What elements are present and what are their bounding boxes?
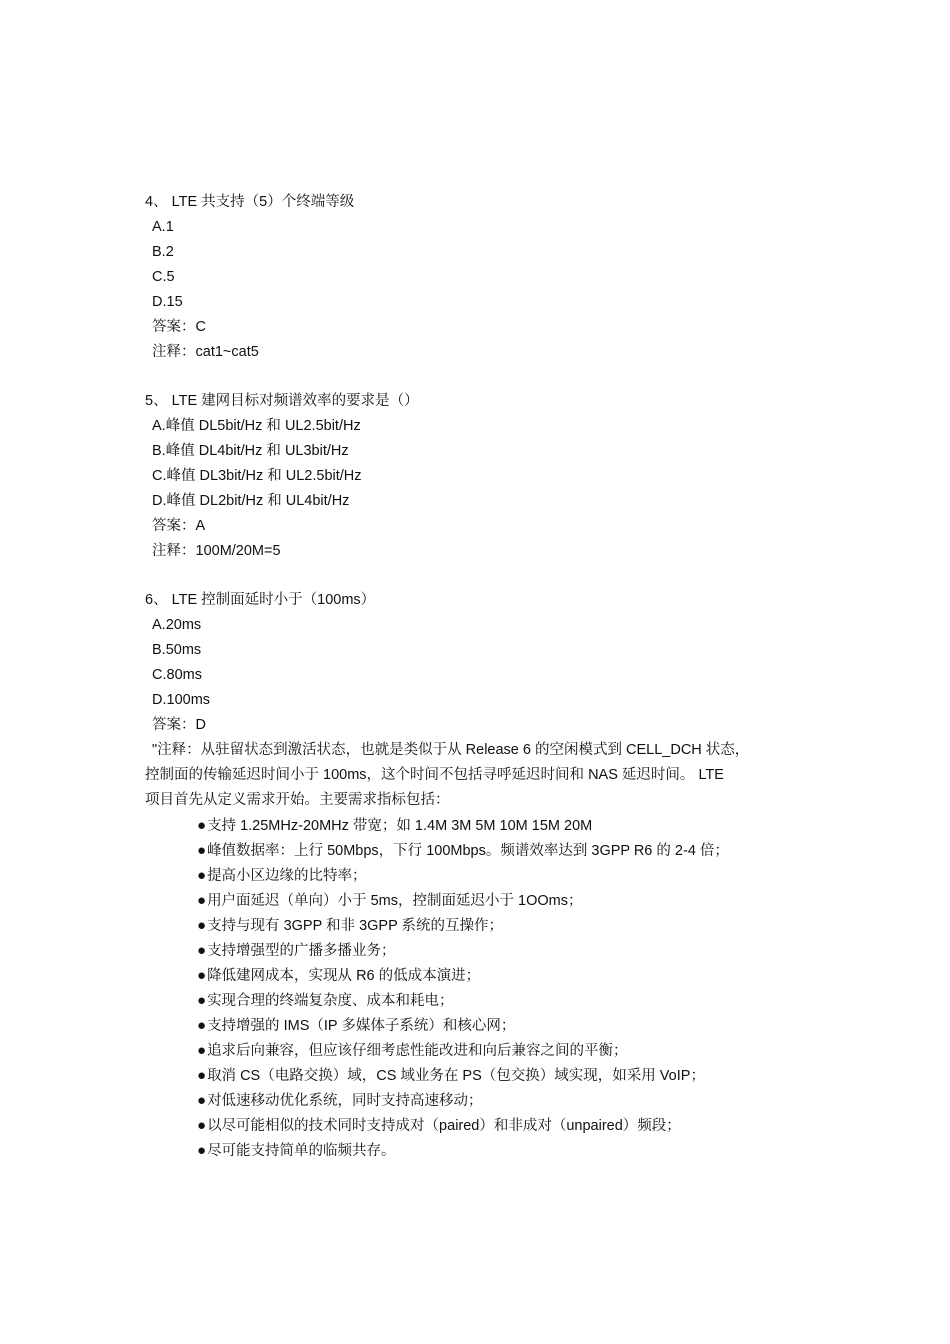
answer: 答案：C — [152, 319, 206, 335]
option-d: D.峰值 DL2bit/Hz 和 UL4bit/Hz — [152, 493, 350, 509]
note-line-3: 项目首先从定义需求开始。主要需求指标包括： — [145, 792, 450, 808]
option-b: B.50ms — [152, 642, 202, 658]
bullet-icon: ● — [197, 1092, 207, 1109]
bullet-icon: ● — [197, 1142, 207, 1159]
question-5 — [145, 389, 810, 564]
option-a: A.1 — [152, 219, 174, 235]
option-b: B.2 — [152, 244, 174, 260]
answer: 答案：D — [152, 717, 206, 733]
note-line-2: 控制面的传输延迟时间小于 100ms，这个时间不包括寻呼延迟时间和 NAS 延迟时间。 LTE — [145, 767, 724, 783]
list-item: ●支持 1.25MHz-20MHz 带宽；如 1.4M 3M 5M 10M 15M 20M — [145, 813, 810, 838]
bullet-icon: ● — [197, 1117, 207, 1134]
bullet-icon: ● — [197, 1042, 207, 1059]
option-a: A.峰值 DL5bit/Hz 和 UL2.5bit/Hz — [152, 418, 361, 434]
note: 注释：100M/20M=5 — [152, 543, 281, 559]
question-stem: 6、 LTE 控制面延时小于（100ms） — [145, 592, 376, 608]
document-page — [145, 190, 810, 1163]
option-c: C.5 — [152, 269, 175, 285]
list-item: ●以尽可能相似的技术同时支持成对（paired）和非成对（unpaired）频段； — [145, 1113, 810, 1138]
answer: 答案：A — [152, 518, 206, 534]
bullet-icon: ● — [197, 992, 207, 1009]
question-stem: 5、 LTE 建网目标对频谱效率的要求是（） — [145, 393, 419, 409]
question-stem: 4、 LTE 共支持（5）个终端等级 — [145, 194, 355, 210]
bullet-icon: ● — [197, 842, 207, 859]
question-6 — [145, 588, 810, 1163]
option-b: B.峰值 DL4bit/Hz 和 UL3bit/Hz — [152, 443, 349, 459]
list-item: ●支持增强的 IMS（IP 多媒体子系统）和核心网； — [145, 1013, 810, 1038]
list-item: ●提高小区边缘的比特率； — [145, 863, 810, 888]
list-item: ●尽可能支持简单的临频共存。 — [145, 1138, 810, 1163]
list-item: ●峰值数据率：上行 50Mbps，下行 100Mbps。频谱效率达到 3GPP R6 的 2-4 倍； — [145, 838, 810, 863]
bullet-icon: ● — [197, 942, 207, 959]
list-item: ●支持与现有 3GPP 和非 3GPP 系统的互操作； — [145, 913, 810, 938]
bullet-icon: ● — [197, 892, 207, 909]
bullet-icon: ● — [197, 817, 207, 834]
option-d: D.15 — [152, 294, 183, 310]
option-a: A.20ms — [152, 617, 202, 633]
list-item: ●支持增强型的广播多播业务； — [145, 938, 810, 963]
list-item: ●降低建网成本，实现从 R6 的低成本演进； — [145, 963, 810, 988]
spacer — [145, 564, 810, 588]
bullet-icon: ● — [197, 867, 207, 884]
spacer — [145, 365, 810, 389]
option-c: C.80ms — [152, 667, 202, 683]
bullet-icon: ● — [197, 967, 207, 984]
note-line-1: "注释：从驻留状态到激活状态，也就是类似于从 Release 6 的空闲模式到 CELL_DCH 状态， — [152, 742, 750, 758]
bullet-icon: ● — [197, 1017, 207, 1034]
list-item: ●用户面延迟（单向）小于 5ms，控制面延迟小于 1OOms； — [145, 888, 810, 913]
requirements-list — [145, 813, 810, 1163]
list-item: ●对低速移动优化系统，同时支持高速移动； — [145, 1088, 810, 1113]
note: 注释：cat1~cat5 — [152, 344, 259, 360]
bullet-icon: ● — [197, 1067, 207, 1084]
list-item: ●追求后向兼容，但应该仔细考虑性能改进和向后兼容之间的平衡； — [145, 1038, 810, 1063]
option-d: D.100ms — [152, 692, 211, 708]
question-4 — [145, 190, 810, 365]
bullet-icon: ● — [197, 917, 207, 934]
list-item: ●取消 CS（电路交换）域，CS 域业务在 PS（包交换）域实现，如采用 VoIP； — [145, 1063, 810, 1088]
option-c: C.峰值 DL3bit/Hz 和 UL2.5bit/Hz — [152, 468, 362, 484]
list-item: ●实现合理的终端复杂度、成本和耗电； — [145, 988, 810, 1013]
